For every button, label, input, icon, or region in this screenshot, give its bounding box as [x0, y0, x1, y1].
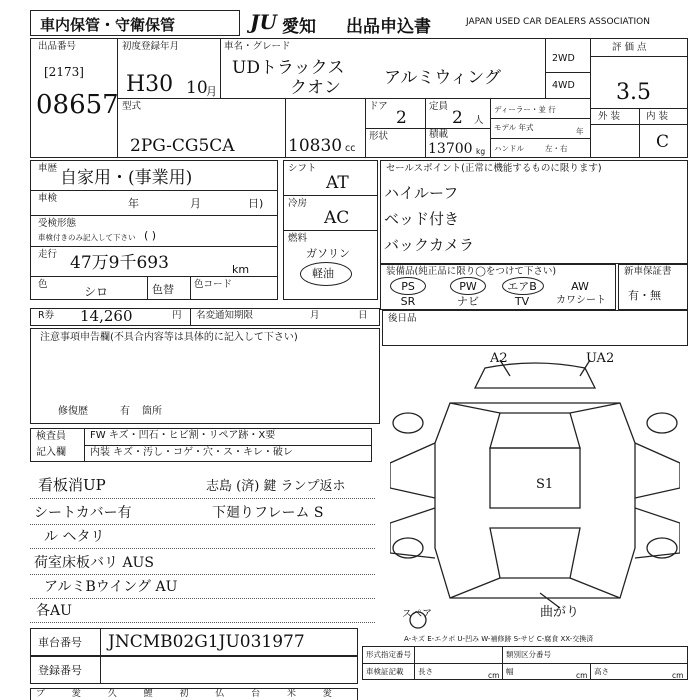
shift-label: シフト: [288, 163, 317, 174]
width-cm: cm: [576, 671, 588, 680]
form-title: 出品申込書: [346, 17, 431, 37]
exterior-label: 外 装: [598, 111, 621, 122]
model-value: 2PG-CG5CA: [130, 136, 235, 156]
model-year-label: モデル 年式: [494, 123, 534, 132]
equip-ps-circle: [390, 277, 426, 295]
score-label: 評 価 点: [612, 42, 647, 53]
inspection-month: 月: [190, 197, 201, 210]
inspector-label-2: 記入欄: [36, 447, 66, 458]
remark-3: ル ヘタリ: [44, 529, 105, 545]
lot-small-number: [2173]: [44, 65, 84, 79]
association-name: JAPAN USED CAR DEALERS ASSOCIATION: [466, 17, 650, 27]
dealer-parallel-label: ディーラー・並 行: [494, 105, 556, 114]
remark-1: 看板消UP: [38, 476, 106, 494]
color-value: シロ: [84, 285, 109, 299]
color-code-label: 色コード: [194, 279, 233, 290]
equip-airbag: エアB: [507, 280, 537, 293]
model-year-unit: 年: [576, 127, 584, 136]
handle-label: ハンドル: [494, 144, 524, 153]
interior-label: 内 装: [646, 111, 669, 122]
load-label: 積載: [429, 129, 449, 140]
remark-2: シートカバー有: [34, 505, 132, 521]
car-grade: アルミウィング: [384, 68, 501, 88]
inspector-marks: 志島 (済) 鍵 ランプ返ホ: [206, 479, 346, 494]
selling-point-1: ハイルーフ: [384, 184, 459, 202]
fuel-diesel: 軽油: [312, 267, 334, 280]
later-items-box: [382, 310, 688, 346]
receive-paren: ( ): [144, 229, 157, 242]
recycle-value: 14,260: [80, 307, 133, 325]
selling-point-3: バックカメラ: [384, 236, 475, 254]
car-name-label: 車名・グレード: [224, 41, 291, 52]
car-name-line2: クオン: [290, 78, 341, 98]
selling-point-2: ベッド付き: [384, 210, 460, 228]
damage-legend: A-キズ E-エクボ U-凹み W-補修跡 S-サビ C-腐食 XX-交換済: [404, 635, 594, 643]
aircon-value: AC: [324, 208, 350, 228]
drive-4wd: 4WD: [552, 80, 575, 91]
lot-number: 08657: [36, 90, 119, 120]
equipment-label: 装備品(純正品に限り◯をつけて下さい): [386, 266, 557, 277]
equip-sr: SR: [400, 295, 416, 308]
storage-title: 車内保管・守衛保管: [40, 16, 176, 34]
repair-label: 修復歴: [58, 406, 88, 417]
inspection-day: 日): [248, 197, 264, 210]
equip-ps: PS: [401, 280, 415, 293]
height-cm: cm: [672, 671, 684, 680]
equip-seat: カワシート: [556, 295, 606, 306]
registration-month-unit: 月: [206, 85, 217, 98]
receive-label: 受検形態: [38, 218, 77, 229]
equip-aw: AW: [571, 280, 589, 293]
capacity-label: 定員: [429, 101, 449, 112]
inspection-year: 年: [128, 197, 139, 210]
equip-tv: TV: [514, 295, 530, 308]
displacement-value: 10830: [288, 136, 343, 156]
height-label: 高さ: [594, 667, 609, 676]
ju-logo: JU: [250, 10, 277, 34]
shape-label: 形状: [369, 131, 389, 142]
size-label: 車検証記載: [366, 667, 404, 676]
equip-pw-circle: [450, 277, 486, 295]
damage-mark-s1: S1: [536, 477, 554, 492]
footer-text: プ 愛 久 鯉 初 仏 台 米 愛: [36, 689, 344, 699]
damage-mark-a2: A2: [490, 351, 508, 366]
chassis-label: 車台番号: [38, 636, 82, 649]
chassis-value: JNCMB02G1JU031977: [108, 632, 305, 652]
notes-label: 注意事項申告欄(不具合内容等は具体的に記入して下さい): [40, 332, 298, 343]
recycle-unit: 円: [172, 310, 182, 321]
fuel-gasoline: ガソリン: [306, 247, 350, 260]
length-label: 長さ: [418, 667, 433, 676]
registration-year: H30: [126, 72, 174, 97]
model-label: 型式: [122, 101, 142, 112]
warranty-label: 新車保証書: [624, 266, 672, 277]
drive-2wd: 2WD: [552, 53, 575, 64]
remark-7: 下廻りフレーム S: [212, 505, 324, 521]
capacity-unit: 人: [474, 115, 484, 126]
history-value: 自家用・(事業用): [60, 168, 193, 188]
registration-label: 初度登録年月: [122, 41, 180, 52]
notice-deadline-label: 名変通知期限: [196, 310, 254, 321]
equip-pw: PW: [459, 280, 477, 293]
doors-value: 2: [396, 108, 407, 128]
fuel-label: 燃料: [288, 233, 308, 244]
equip-navi: ナビ: [457, 295, 479, 308]
car-name-line1: UDトラックス: [232, 58, 345, 78]
remark-5: アルミBウイング AU: [44, 579, 178, 595]
recycle-label: R券: [38, 310, 55, 321]
equip-airbag-circle: [502, 277, 544, 295]
mileage-label: 走行: [38, 249, 58, 260]
score-value: 3.5: [616, 80, 651, 105]
selling-points-label: セールスポイント(正常に機能するものに限ります): [386, 163, 602, 174]
color-label: 色: [38, 279, 48, 290]
doors-label: ドア: [369, 101, 388, 112]
remark-6: 各AU: [36, 603, 72, 619]
capacity-value: 2: [452, 108, 463, 128]
inspection-label: 車検: [38, 193, 58, 204]
color-change-label: 色替: [152, 283, 174, 296]
width-label: 幅: [506, 667, 514, 676]
mileage-unit: km: [232, 263, 250, 276]
shift-value: AT: [326, 173, 349, 193]
damage-mark-ua2: UA2: [586, 351, 615, 366]
mileage-value: 47万9千693: [70, 253, 169, 273]
remark-4: 荷室床板バリ AUS: [34, 555, 154, 571]
later-items-label: 後日品: [388, 313, 417, 324]
spare-label: スペア: [402, 609, 432, 620]
shape-number-label: 形式指定番号: [366, 650, 411, 659]
notice-month: 月: [310, 310, 320, 321]
repair-value: 有: [120, 406, 130, 417]
reg-number-label: 登録番号: [38, 664, 82, 677]
registration-month: 10: [186, 78, 208, 98]
repair-unit: 箇所: [142, 406, 162, 417]
handle-options: 左・右: [545, 144, 568, 153]
history-label: 車歴: [38, 163, 58, 174]
car-damage-diagram: [390, 348, 680, 638]
inspector-label-1: 検査員: [36, 431, 66, 442]
logo-text: 愛知: [282, 17, 316, 37]
inspector-row-1: FW キズ・凹石・ヒビ割・リペア跡・X要: [90, 430, 276, 441]
lot-label: 出品番号: [38, 41, 77, 52]
class-number-label: 類別区分番号: [506, 650, 551, 659]
warranty-value: 有・無: [628, 289, 661, 302]
inspector-row-2: 内装 キズ・汚し・コゲ・穴・ス・キレ・破レ: [90, 447, 293, 458]
displacement-unit: cc: [345, 143, 356, 154]
load-value: 13700: [428, 141, 473, 157]
aircon-label: 冷房: [288, 198, 308, 209]
interior-value: C: [656, 132, 670, 152]
bent-label: 曲がり: [540, 605, 580, 620]
receive-note: 車検付きのみ記入して下さい: [38, 233, 136, 242]
notice-day: 日: [358, 310, 368, 321]
load-unit: kg: [476, 147, 486, 156]
length-cm: cm: [488, 671, 500, 680]
